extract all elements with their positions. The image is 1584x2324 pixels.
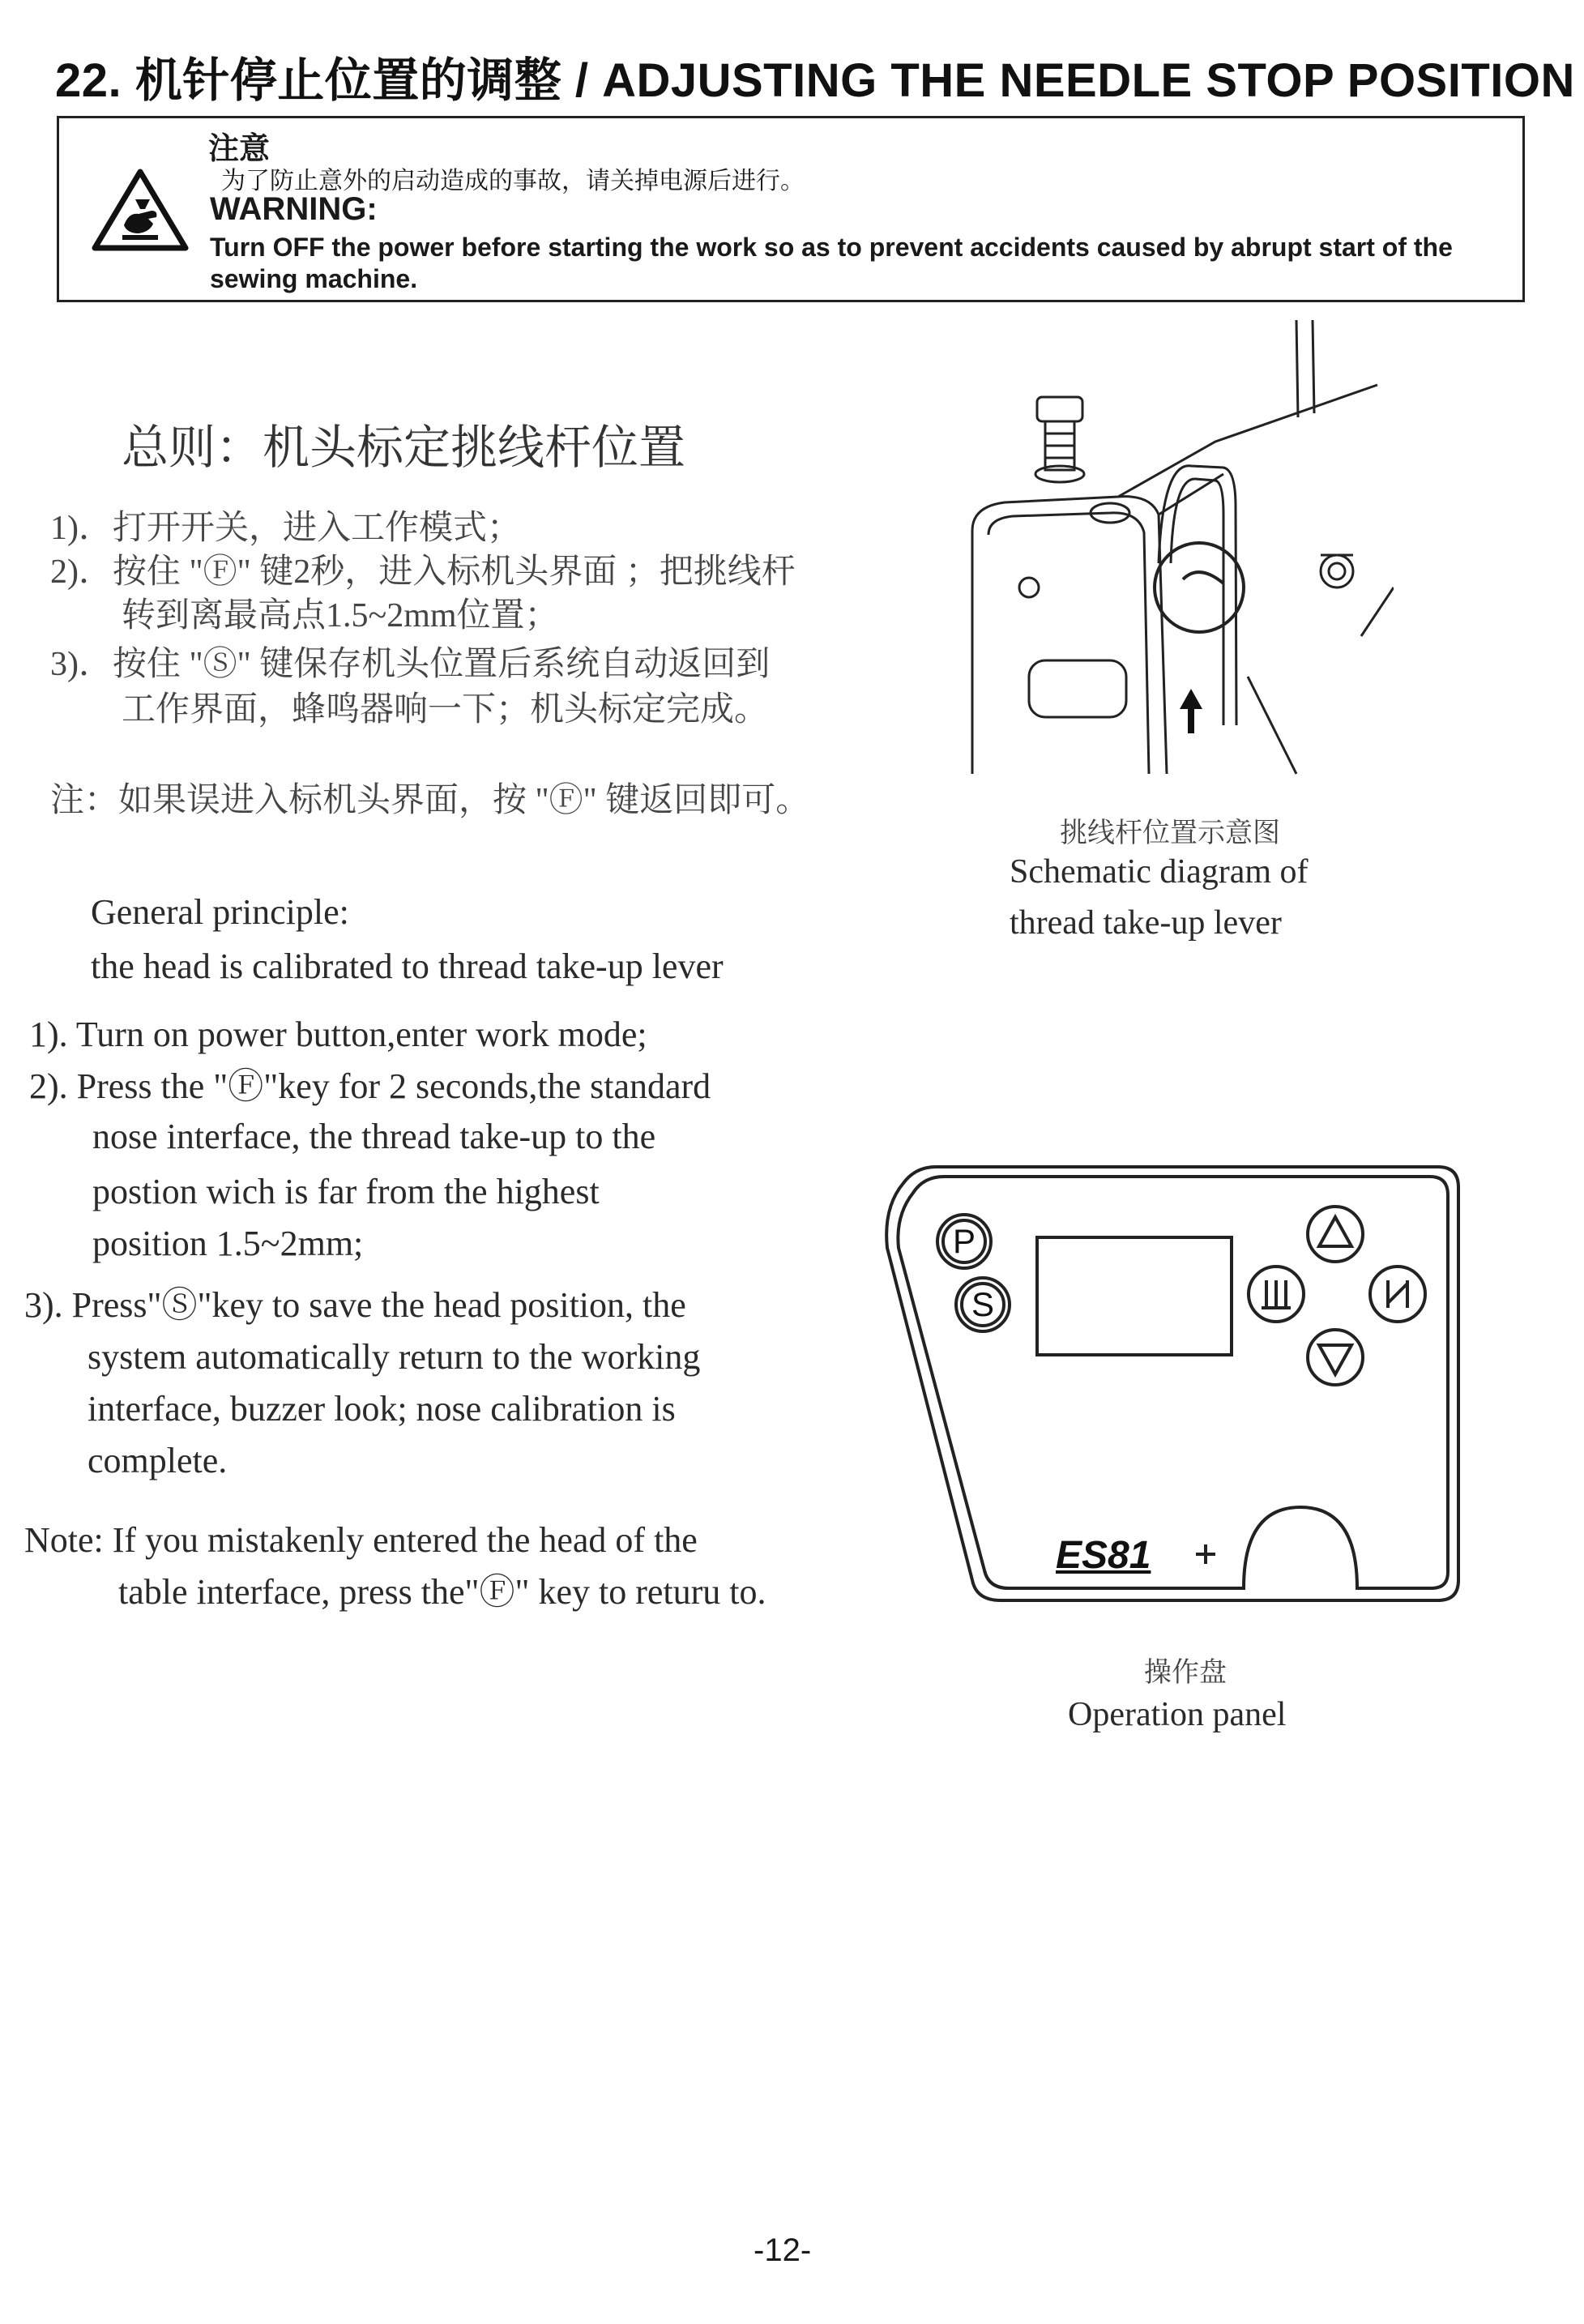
cn-step-2-cont: 转到离最高点1.5~2mm位置； — [122, 597, 559, 634]
caution-cn-label: 注意 — [208, 132, 271, 166]
p-button: P — [952, 1222, 976, 1260]
panel-caption-cn: 操作盘 — [1144, 1658, 1227, 1688]
en-step-3-line-2: system automatically return to the working — [88, 1337, 701, 1377]
en-principle-label: General principle: — [91, 892, 349, 932]
model-label: ES81 — [1056, 1534, 1151, 1577]
lever-caption-en-1: Schematic diagram of — [1010, 853, 1309, 891]
operation-panel-diagram — [879, 1159, 1462, 1613]
s-button: S — [971, 1285, 994, 1323]
cn-step-3: 3)．按住 "Ⓢ" 键保存机头位置后系统自动返回到 — [50, 646, 771, 683]
hand-crush-warning-icon — [92, 167, 189, 257]
en-step-3-line-3: interface, buzzer look; nose calibration is — [88, 1389, 676, 1429]
cn-step-2: 2)．按住 "Ⓕ" 键2秒，进入标机头界面 ；把挑线杆 — [50, 553, 796, 591]
en-step-2-line-3: postion wich is far from the highest — [92, 1172, 600, 1211]
warning-box — [57, 116, 1525, 302]
page-title: 22. 机针停止位置的调整 / ADJUSTING THE NEEDLE STOP POSITION — [55, 54, 1575, 107]
page-number: -12- — [754, 2232, 812, 2268]
thread-take-up-lever-diagram — [956, 320, 1394, 794]
cn-heading: 总则：机头标定挑线杆位置 — [122, 421, 686, 474]
en-step-2-line-4: position 1.5~2mm; — [92, 1224, 364, 1263]
lever-caption-en-2: thread take-up lever — [1010, 904, 1282, 942]
caution-cn-text: 为了防止意外的启动造成的事故，请关掉电源后进行。 — [221, 168, 805, 194]
cn-note: 注：如果误进入标机头界面，按 "Ⓕ" 键返回即可。 — [50, 782, 810, 819]
cn-step-1: 1)．打开开关，进入工作模式； — [50, 510, 521, 547]
en-step-2-line-2: nose interface, the thread take-up to the — [92, 1117, 656, 1156]
en-step-2: 2). Press the "Ⓕ"key for 2 seconds,the standard — [29, 1066, 711, 1106]
panel-caption-en: Operation panel — [1068, 1696, 1287, 1733]
en-principle-text: the head is calibrated to thread take-up lever — [91, 946, 724, 986]
en-note-line-2: table interface, press the"Ⓕ" key to returu to. — [118, 1572, 766, 1612]
warning-text: Turn OFF the power before starting the work so as to prevent accidents caused by abrupt start of the sewing machine. — [210, 233, 1453, 293]
en-note: Note: If you mistakenly entered the head of the — [24, 1520, 698, 1560]
lever-caption-cn: 挑线杆位置示意图 — [1060, 818, 1280, 848]
en-step-3-line-4: complete. — [88, 1441, 228, 1480]
warning-label: WARNING: — [210, 191, 378, 227]
en-step-1: 1). Turn on power button,enter work mode; — [29, 1015, 647, 1054]
cn-step-3-cont: 工作界面，蜂鸣器响一下；机头标定完成。 — [122, 691, 769, 728]
en-step-3: 3). Press"Ⓢ"key to save the head position, the — [24, 1285, 686, 1325]
